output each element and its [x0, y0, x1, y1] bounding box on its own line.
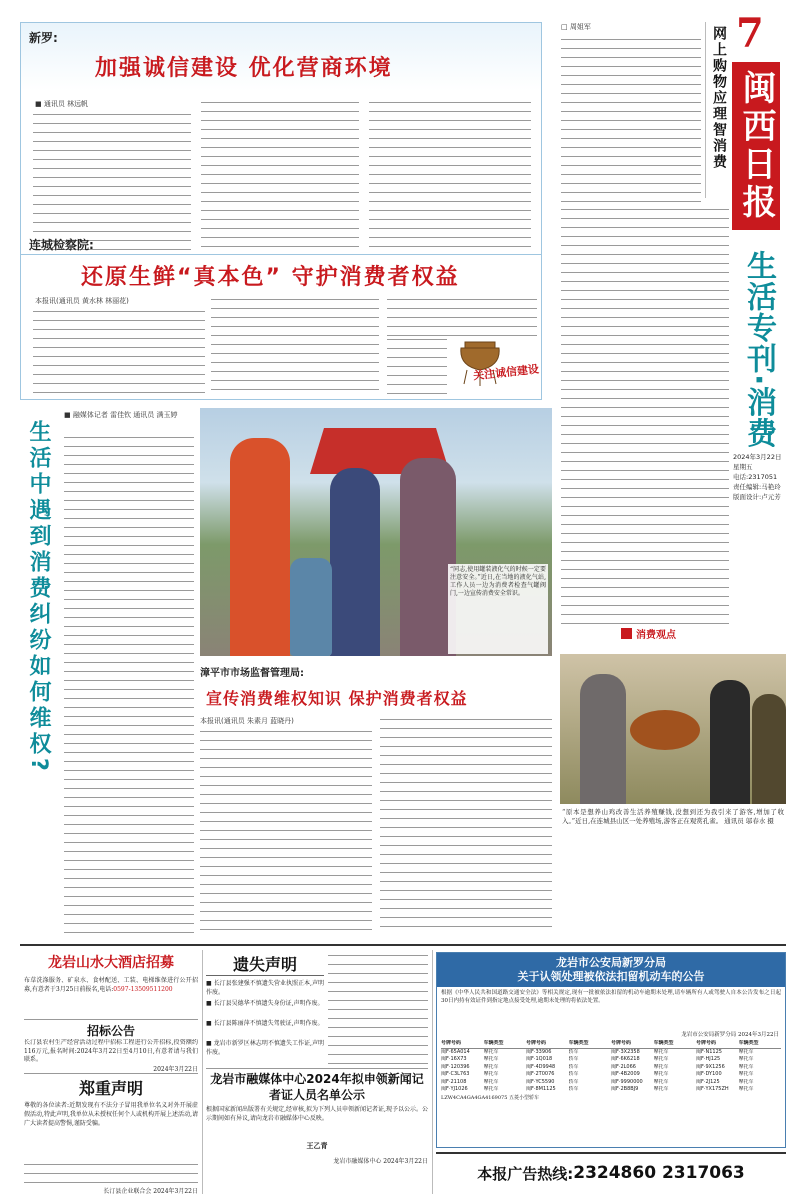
police-table-cell: 闽F·YJ1026	[441, 1086, 468, 1092]
article-1-col-2	[201, 99, 359, 251]
police-table-cell: 摩托车	[483, 1078, 499, 1085]
issue-weekday: 星期五	[733, 463, 753, 471]
ad-police-table	[437, 1040, 785, 1094]
police-table-cell: 闽F·YC5590	[526, 1078, 555, 1085]
ad-police-body: 根据《中华人民共和国道路交通安全法》等相关规定,现有一批被依法扣留的机动车逾期未处理,请车辆所有人或驾驶人自本公告发布之日起30日内持有效证件到指定地点接受处理,逾期未处理的将依法处置。	[441, 990, 781, 1004]
photo-2-person-3	[752, 694, 786, 804]
paper-name-logo: 闽西日报	[732, 62, 780, 230]
photo-person-2	[330, 468, 380, 656]
article-3-headline: 生活中遇到消费纠纷如何维权?	[26, 420, 51, 775]
article-2-col-1	[33, 308, 205, 396]
police-table-cell: 闽F·9X1256	[696, 1063, 725, 1070]
article-1-col-3	[369, 99, 531, 251]
photo-2	[560, 654, 786, 804]
police-table-cell: 摩托车	[738, 1056, 754, 1062]
integrity-seal	[451, 334, 540, 390]
ad-lost-item-3: ■ 长汀县陈丽萍不慎遗失驾驶证,声明作废。	[206, 1020, 324, 1027]
police-table-cell: 闽F·2J125	[696, 1078, 720, 1085]
police-table-cell: 闽F·4B2009	[611, 1071, 640, 1077]
ad-police-sign: 龙岩市公安局新罗分局 2024年3月22日	[681, 1032, 779, 1038]
police-table-cell: 轿车	[568, 1078, 579, 1085]
column-tag-icon	[621, 628, 632, 639]
masthead-info	[733, 452, 787, 502]
ad-lost	[206, 952, 324, 1064]
police-table-cell: 摩托车	[738, 1048, 754, 1055]
police-table-cell: 轿车	[568, 1071, 579, 1077]
section-title: 生活专刊·消费	[741, 250, 776, 449]
police-table-cell: 闽F·9990000	[611, 1078, 643, 1085]
article-2-col-2	[211, 296, 379, 396]
editor: 责任编辑:马艳玲	[733, 483, 781, 491]
column-text-1	[561, 36, 701, 202]
ads-divider-1	[202, 950, 203, 1194]
article-1-kicker: 新罗:	[29, 31, 58, 45]
ad-police-title: 龙岩市公安局新罗分局	[556, 956, 666, 969]
ad-hotel	[24, 952, 198, 1020]
article-4-kicker: 漳平市市场监督管理局:	[200, 668, 304, 679]
issue-date: 2024年3月22日	[733, 453, 782, 461]
police-table-cell: 摩托车	[653, 1063, 669, 1070]
police-table-cell: 闽F·21108	[441, 1078, 467, 1085]
photo-2-person-2	[710, 680, 750, 804]
police-table-row	[441, 1071, 781, 1079]
ad-hotel-title: 龙岩山水大酒店招募	[48, 955, 174, 971]
ad-hotline-phone: 2324860 2317063	[573, 1163, 745, 1183]
article-2-byline: 本报讯(通讯员 黄水林 林丽花)	[35, 297, 129, 305]
column-article	[561, 22, 729, 644]
police-table-cell: 闽F·8M1125	[526, 1086, 556, 1092]
article-2-kicker: 连城检察院:	[29, 238, 94, 252]
photo-2-bird	[630, 710, 700, 750]
ad-statement-sign: 长汀县企业联合会 2024年3月22日	[103, 1188, 198, 1195]
article-1-col-1	[33, 111, 191, 251]
article-1-headline: 加强诚信建设 优化营商环境	[95, 56, 393, 81]
article-4-col-1	[200, 728, 372, 934]
police-table-cell: 闽F·16X73	[441, 1056, 467, 1062]
police-table-row	[441, 1086, 781, 1094]
ad-police-footer: LZW4CA4GA4GA4169075 五菱小型轿车	[441, 1094, 539, 1101]
article-4	[200, 664, 552, 940]
column-title: 网上购物应理智消费	[711, 26, 727, 170]
page-number: 7	[736, 10, 764, 57]
police-table-cell: 闽F·1Q018	[526, 1056, 553, 1062]
police-table-cell: 摩托车	[653, 1078, 669, 1085]
photo-gas-cylinder	[290, 558, 332, 656]
police-table-header-cell: 车辆类型	[738, 1040, 759, 1046]
ad-statement-body: 尊敬的各位读者:近期发现有不法分子冒用我单位名义对外开展虚假活动,特此声明,我单位从未授权任何个人或机构开展上述活动,请广大读者提高警惕,谨防受骗。	[24, 1102, 198, 1127]
ad-police-notice	[436, 952, 786, 1148]
article-2-headline: 还原生鲜“真本色” 守护消费者权益	[81, 265, 460, 290]
police-table-cell: 轿车	[568, 1086, 579, 1092]
ad-tender	[24, 1022, 198, 1074]
article-4-col-2	[380, 716, 552, 934]
ad-lost-item-4: ■ 龙岩市新罗区林志明不慎遗失工作证,声明作废。	[206, 1040, 324, 1056]
police-table-cell: 闽F·33906	[526, 1048, 552, 1055]
police-table-cell: 闽F·YX175ZH	[696, 1086, 729, 1092]
police-table-cell: 轿车	[568, 1048, 579, 1055]
police-table-cell: 摩托车	[483, 1056, 499, 1062]
police-table-cell: 摩托车	[653, 1048, 669, 1055]
photo-2-caption: “原本是想养山鸡改善生活养殖赚钱,没想到还为我引来了游客,增加了收入。”近日,在连城县山区一处养殖场,游客正在观赏孔雀。 通讯员 邬春水 摄	[562, 808, 784, 825]
ad-lost-item-1: ■ 长汀县张建强不慎遗失营业执照正本,声明作废。	[206, 980, 324, 996]
police-table-header-cell: 车辆类型	[568, 1040, 589, 1046]
police-table-cell: 闽F·3X2358	[611, 1048, 640, 1055]
seal-caption: 关注诚信建设	[472, 362, 540, 383]
ad-lost-item-2: ■ 长汀县吴德华不慎遗失身份证,声明作废。	[206, 1000, 324, 1007]
article-2	[20, 232, 542, 400]
article-3-col	[64, 434, 194, 934]
police-table-cell: 轿车	[568, 1063, 579, 1070]
ad-tender-title: 招标公告	[86, 1024, 135, 1038]
column-tag	[621, 626, 721, 640]
ad-statement-title: 郑重声明	[78, 1079, 143, 1098]
police-table-cell: 摩托车	[653, 1086, 669, 1092]
police-table-cell: 闽F·2B8BJ9	[611, 1086, 639, 1092]
ad-statement	[24, 1076, 198, 1195]
ads-separator	[20, 944, 786, 946]
ad-tender-body: 长汀县农村生产经营活动过程中招标工程进行公开招标,投资额约116万元,报名时间:2024年3月22日至4月10日,有意者请与我们联系。	[24, 1039, 198, 1063]
article-4-headline: 宣传消费维权知识 保护消费者权益	[206, 689, 468, 708]
police-table-cell: 摩托车	[653, 1056, 669, 1062]
ad-media-center-body: 根据国家新闻出版署有关规定,经审核,拟为下列人员申领新闻记者证,现予以公示。公示期间如有异议,请向龙岩市融媒体中心反映。	[206, 1106, 428, 1122]
ad-hotel-phone: 0597-13509511200	[113, 986, 173, 993]
police-table-row	[441, 1056, 781, 1064]
police-table-cell: 摩托车	[738, 1071, 754, 1077]
police-table-header-cell: 车辆类型	[653, 1040, 674, 1046]
column-title-divider	[705, 22, 706, 198]
police-table-cell: 摩托车	[483, 1048, 499, 1055]
ad-police-header	[437, 953, 785, 987]
police-table-row	[441, 1049, 781, 1057]
police-table-header-cell: 车辆类型	[483, 1040, 504, 1046]
article-4-byline: 本报讯(通讯员 朱素月 蓝晓丹)	[200, 717, 294, 725]
article-1-byline: ■ 通讯员 林远帆	[35, 100, 89, 108]
photo-person-1	[230, 438, 290, 656]
article-3	[20, 410, 195, 938]
police-table-cell: 闽F·2T0076	[526, 1071, 555, 1077]
police-table-cell: 闽F·4D9948	[526, 1063, 556, 1070]
police-table-cell: 闽F·120396	[441, 1063, 470, 1070]
police-table-header-cell: 号牌号码	[441, 1040, 462, 1046]
main-photo	[200, 408, 552, 656]
column-tag-label: 消费观点	[636, 629, 676, 641]
ad-lost-title: 遗失声明	[206, 952, 324, 976]
ad-tender-date: 2024年3月22日	[153, 1066, 198, 1073]
police-table-cell: 闽F·N1125	[696, 1048, 722, 1055]
column-text-2	[561, 206, 729, 630]
ad-hotline-label: 本报广告热线:	[477, 1164, 574, 1183]
police-table-cell: 摩托车	[653, 1071, 669, 1077]
ad-hotel-body	[24, 976, 198, 1016]
phone: 电话:2317051	[733, 473, 778, 481]
police-table-cell: 摩托车	[483, 1071, 499, 1077]
police-table-row	[441, 1064, 781, 1072]
police-table-cell: 闽F·6K6218	[611, 1056, 640, 1062]
police-table-cell: 闽F·2L066	[611, 1063, 636, 1070]
article-2-col-3	[387, 296, 537, 336]
police-table-cell: 闽F·HJ125	[696, 1056, 721, 1062]
police-table-cell: 摩托车	[738, 1078, 754, 1085]
column-author: □ 周姐军	[561, 23, 591, 31]
ad-media-center-name: 王乙青	[306, 1141, 328, 1150]
main-photo-caption: “同志,使用罐装液化气的时候一定要注意安全。”近日,在当地的液化气站,工作人员一边为消费者检查气罐阀门,一边宣传消费安全常识。	[448, 564, 548, 654]
police-table-cell: 闽F·C3L763	[441, 1071, 470, 1077]
police-table-header-cell: 号牌号码	[611, 1040, 632, 1046]
ad-hotel-text: 布草洗涤服务、矿泉水、食材配送、工装、电梯维保进行公开招募,有意者于3月25日前报名,电话:	[24, 977, 198, 993]
ad-media-center-title: 龙岩市融媒体中心2024年拟申领新闻记者证人员名单公示	[210, 1072, 424, 1102]
designer: 版面设计:卢元芳	[733, 493, 781, 501]
ad-media-center	[206, 1068, 428, 1192]
police-table-header-cell: 号牌号码	[526, 1040, 547, 1046]
police-table-row	[441, 1079, 781, 1087]
ad-media-center-sign: 龙岩市融媒体中心 2024年3月22日	[333, 1158, 428, 1165]
photo-2-person-1	[580, 674, 626, 804]
police-table-cell: 摩托车	[738, 1086, 754, 1092]
police-table-cell: 轿车	[568, 1056, 579, 1062]
ads-divider-2	[432, 950, 433, 1194]
ad-statement-fill	[24, 1161, 198, 1187]
police-table-header-cell: 号牌号码	[696, 1040, 717, 1046]
police-table-cell: 摩托车	[483, 1086, 499, 1092]
police-table-cell: 摩托车	[483, 1063, 499, 1070]
article-3-byline: ■ 融媒体记者 雷佳钦 通讯员 满玉婷	[64, 411, 178, 419]
police-table-header	[441, 1040, 781, 1049]
police-table-cell: 摩托车	[738, 1063, 754, 1070]
ad-police-subtitle: 关于认领处理被依法扣留机动车的公告	[517, 970, 705, 983]
ad-hotline	[436, 1152, 786, 1192]
police-table-cell: 闽F·65A014	[441, 1048, 470, 1055]
article-1	[20, 22, 542, 255]
police-table-cell: 闽F·DY100	[696, 1071, 722, 1077]
ad-lost-more	[328, 952, 428, 1064]
article-2-col-3b	[387, 336, 447, 396]
